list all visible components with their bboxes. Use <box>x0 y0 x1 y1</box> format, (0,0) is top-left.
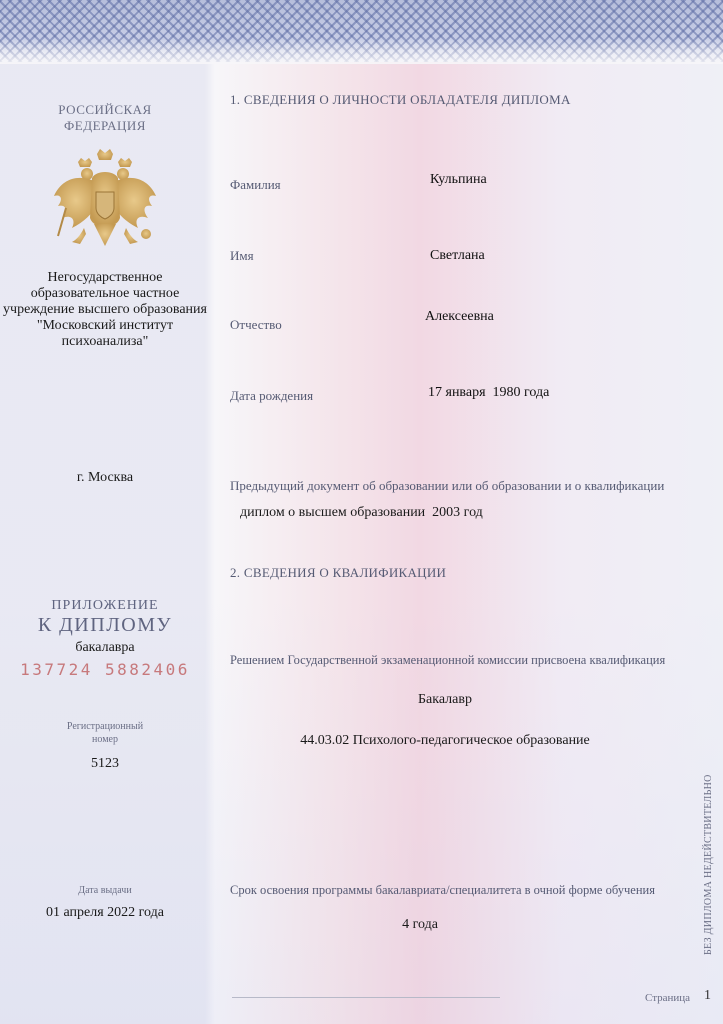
patronymic-label: Отчество <box>230 317 282 332</box>
city: г. Москва <box>76 470 134 485</box>
supplement-title-line-2: К ДИПЛОМУ <box>37 614 173 636</box>
coat-of-arms-icon <box>50 148 160 258</box>
surname-value: Кульпина <box>430 172 487 187</box>
issue-date: 01 апреля 2022 года <box>46 905 164 920</box>
footer-divider <box>232 997 500 998</box>
registration-number: 5123 <box>91 756 119 771</box>
supplement-title-line-1: ПРИЛОЖЕНИЕ <box>51 598 159 613</box>
qualification-value: Бакалавр <box>418 692 472 707</box>
surname-label: Фамилия <box>230 177 281 192</box>
validity-note: БЕЗ ДИПЛОМА НЕДЕЙСТВИТЕЛЬНО <box>703 774 714 955</box>
registration-label-line-2: номер <box>92 734 118 745</box>
program-value: 44.03.02 Психолого-педагогическое образование <box>300 733 590 748</box>
registration-label-line-1: Регистрационный <box>66 721 144 732</box>
issue-date-label: Дата выдачи <box>78 885 132 896</box>
birth-date-label: Дата рождения <box>230 388 314 403</box>
country-line-1: РОССИЙСКАЯ <box>58 102 152 117</box>
serial-number: 137724 5882406 <box>20 660 190 679</box>
page-number: 1 <box>704 988 711 1003</box>
study-term-value: 4 года <box>402 917 438 932</box>
country-line-2: ФЕДЕРАЦИЯ <box>64 118 146 133</box>
degree-level: бакалавра <box>75 640 135 655</box>
left-panel <box>0 0 210 1024</box>
patronymic-value: Алексеевна <box>425 309 494 324</box>
study-term-label: Срок освоения программы бакалавриата/специалитета в очной форме обучения <box>230 883 655 897</box>
name-label: Имя <box>230 248 254 263</box>
section-2-title: 2. СВЕДЕНИЯ О КВАЛИФИКАЦИИ <box>230 565 447 580</box>
issuer-line: учреждение высшего образования <box>3 302 207 317</box>
previous-document-value: диплом о высшем образовании 2003 год <box>240 505 483 520</box>
page-label: Страница <box>645 992 691 1004</box>
issuer-line: "Московский институт <box>36 318 174 333</box>
qualification-label: Решением Государственной экзаменационной комиссии присвоена квалификация <box>230 653 666 667</box>
country-name <box>0 102 210 134</box>
birth-date-value: 17 января 1980 года <box>428 385 550 400</box>
section-1-title: 1. СВЕДЕНИЯ О ЛИЧНОСТИ ОБЛАДАТЕЛЯ ДИПЛОМА <box>230 92 571 107</box>
issuer-line: Негосударственное <box>47 270 163 285</box>
name-value: Светлана <box>430 248 485 263</box>
registration-label <box>0 720 210 746</box>
issuer-line: психоанализа" <box>61 334 149 349</box>
issuer-name <box>0 270 210 350</box>
issuer-line: образовательное частное <box>30 286 180 301</box>
previous-document-label: Предыдущий документ об образовании или об образовании и о квалификации <box>230 478 665 493</box>
